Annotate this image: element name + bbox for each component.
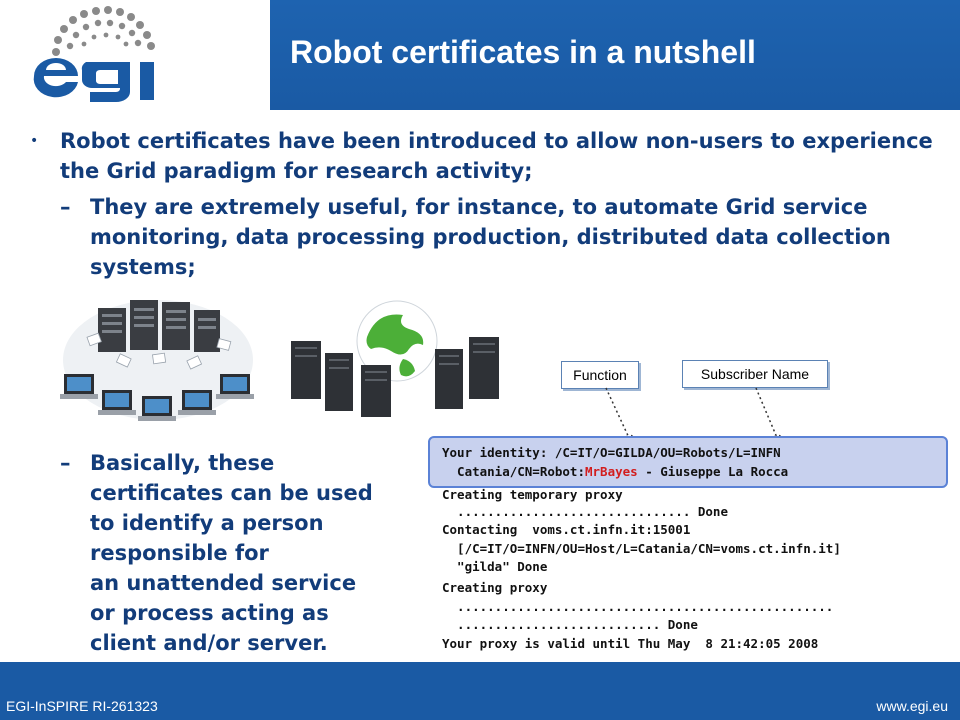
footer-url: www.egi.eu <box>876 698 948 714</box>
terminal-line: "gilda" Done <box>442 559 548 574</box>
function-label: Function <box>561 361 639 389</box>
terminal-line: Creating temporary proxy <box>442 487 623 502</box>
servers-laptops-illustration <box>58 290 256 440</box>
text-line: an unattended service <box>90 571 357 595</box>
identity-prefix: Catania/CN=Robot: <box>442 464 585 479</box>
terminal-line: [/C=IT/O=INFN/OU=Host/L=Catania/CN=voms.ct.infn.it] <box>442 541 841 556</box>
text-line: Basically, these <box>90 451 275 475</box>
sub-bullet-text-2 <box>90 448 420 658</box>
sub-bullet-dash: – <box>60 195 71 219</box>
subscriber-name-label: Subscriber Name <box>682 360 828 388</box>
text-line: client and/or server. <box>90 631 328 655</box>
terminal-line: Your proxy is valid until Thu May 8 21:42:05 2008 <box>442 636 819 651</box>
egi-logo <box>6 4 206 104</box>
text-line: certificates can be used <box>90 481 373 505</box>
terminal-line: Creating proxy <box>442 580 548 595</box>
bullet-text: Robot certificates have been introduced to allow non-users to experience the Grid paradigm for research activity; <box>60 129 933 183</box>
footer-project-id: EGI-InSPIRE RI-261323 <box>6 698 158 714</box>
text-line: to identify a person <box>90 511 324 535</box>
globe-servers-illustration <box>285 297 507 421</box>
sub-bullet-text-1: They are extremely useful, for instance, to automate Grid service monitoring, data processing production, distributed data collection systems; <box>90 195 891 279</box>
text-line: or process acting as <box>90 601 329 625</box>
robot-name: MrBayes <box>585 464 638 479</box>
identity-suffix: - Giuseppe La Rocca <box>637 464 789 479</box>
bullet-mark: • <box>30 133 39 149</box>
sub-bullet-dash: – <box>60 451 71 475</box>
text-line: responsible for <box>90 541 269 565</box>
terminal-line: Contacting voms.ct.infn.it:15001 <box>442 522 691 537</box>
terminal-identity-line-2 <box>442 462 788 481</box>
terminal-identity-line-1: Your identity: /C=IT/O=GILDA/OU=Robots/L=INFN <box>442 445 781 460</box>
page-title: Robot certificates in a nutshell <box>290 34 756 70</box>
terminal-line: ............................... Done <box>442 504 728 519</box>
terminal-line: .................................................. <box>442 599 834 614</box>
terminal-line: ........................... Done <box>442 617 698 632</box>
logo-dots-icon <box>52 6 155 56</box>
